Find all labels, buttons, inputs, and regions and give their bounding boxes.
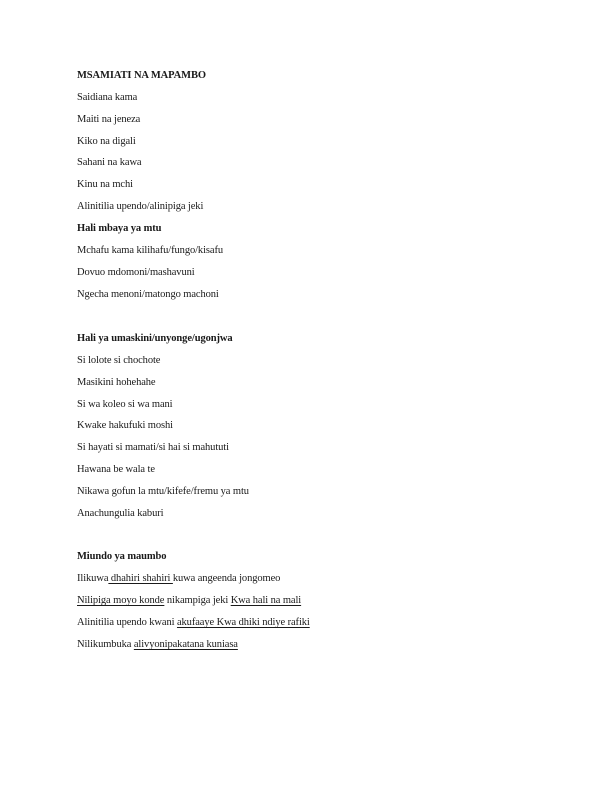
list-item [77, 616, 310, 630]
list-item: Alinitilia upendo/alinipiga jeki [77, 201, 204, 212]
list-item: Saidiana kama [77, 92, 138, 103]
text-segment: kuwa angeenda jongomeo [172, 573, 281, 584]
section-heading: Hali mbaya ya mtu [77, 223, 162, 234]
section-heading: Miundo ya maumbo [77, 551, 167, 562]
underlined-phrase: Nilipiga moyo konde [77, 595, 165, 606]
list-item: Kiko na digali [77, 136, 136, 147]
list-item: Kinu na mchi [77, 179, 133, 190]
underlined-phrase: alivyonipakatana kuniasa [133, 639, 238, 650]
document-title: MSAMIATI NA MAPAMBO [77, 70, 206, 81]
text-segment: Nilikumbuka [77, 639, 134, 650]
list-item [77, 638, 238, 652]
list-item [77, 594, 301, 608]
list-item: Si hayati si mamati/si hai si mahututi [77, 442, 229, 453]
text-segment: Alinitilia upendo kwani [77, 617, 177, 628]
underlined-phrase: Kwa hali na mali [230, 595, 302, 606]
list-item: Dovuo mdomoni/mashavuni [77, 267, 195, 278]
list-item: Kwake hakufuki moshi [77, 420, 173, 431]
underlined-phrase: akufaaye Kwa dhiki ndiye rafiki [176, 617, 310, 628]
section-heading: Hali ya umaskini/unyonge/ugonjwa [77, 333, 233, 344]
text-segment: nikampiga jeki [164, 595, 231, 606]
list-item: Si wa koleo si wa mani [77, 399, 173, 410]
list-item: Ngecha menoni/matongo machoni [77, 289, 219, 300]
list-item: Nikawa gofun la mtu/kifefe/fremu ya mtu [77, 486, 249, 497]
list-item [77, 572, 280, 586]
list-item: Si lolote si chochote [77, 355, 161, 366]
list-item: Masikini hohehahe [77, 377, 156, 388]
text-segment: Ilikuwa [77, 573, 109, 584]
list-item: Mchafu kama kilihafu/fungo/kisafu [77, 245, 223, 256]
list-item: Maiti na jeneza [77, 114, 141, 125]
list-item: Sahani na kawa [77, 157, 142, 168]
underlined-phrase: dhahiri shahiri [108, 573, 173, 584]
list-item: Hawana be wala te [77, 464, 155, 475]
list-item: Anachungulia kaburi [77, 508, 164, 519]
